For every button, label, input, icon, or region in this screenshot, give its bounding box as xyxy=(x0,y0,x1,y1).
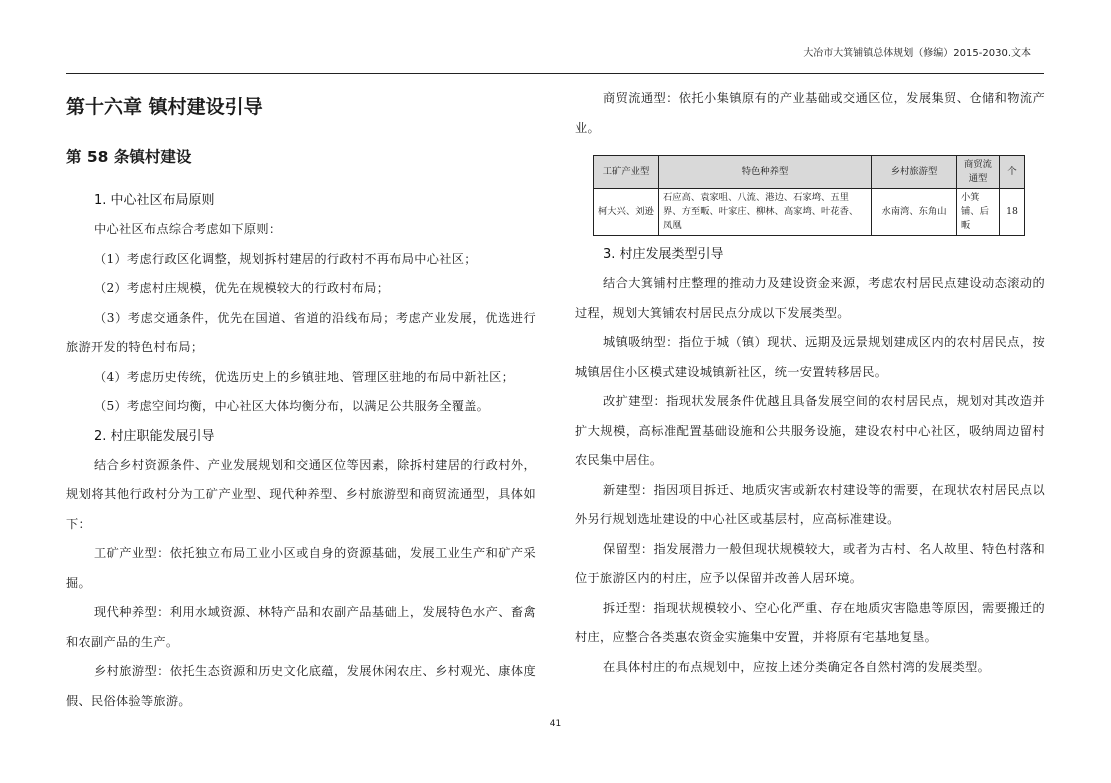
list-item: （2）考虑村庄规模，优先在规模较大的行政村布局； xyxy=(94,281,390,295)
section-heading-village-function: 2. 村庄职能发展引导 xyxy=(94,428,215,444)
left-column xyxy=(66,84,536,716)
table-cell: 柯大兴、刘逊 xyxy=(594,189,659,236)
list-item: （1）考虑行政区化调整，规划拆村建居的行政村不再布局中心社区； xyxy=(94,251,477,266)
paragraph: 结合大箕铺村庄整理的推动力及建设资金来源，考虑农村居民点建设动态滚动的过程，规划大箕铺农村居民点分成以下发展类型。 xyxy=(575,276,1045,320)
right-column xyxy=(575,84,1045,682)
section-heading-development-type: 3. 村庄发展类型引导 xyxy=(603,247,724,262)
paragraph: 工矿产业型：依托独立布局工业小区或自身的资源基础，发展工业生产和矿产采掘。 xyxy=(66,546,536,590)
section-heading-community-layout: 1. 中心社区布局原则 xyxy=(94,193,215,208)
paragraph: 商贸流通型：依托小集镇原有的产业基础或交通区位，发展集贸、仓储和物流产业。 xyxy=(575,91,1045,135)
paragraph: 保留型：指发展潜力一般但现状规模较大，或者为古村、名人故里、特色村落和位于旅游区内的村庄，应予以保留并改善人居环境。 xyxy=(575,541,1045,585)
paragraph: 在具体村庄的布点规划中，应按上述分类确定各自然村湾的发展类型。 xyxy=(603,659,991,674)
list-item: （4）考虑历史传统，优选历史上的乡镇驻地、管理区驻地的布局中新社区； xyxy=(94,369,515,384)
header-divider xyxy=(66,73,1044,74)
list-item: （3）考虑交通条件，优先在国道、省道的沿线布局；考虑产业发展，优选进行旅游开发的特色村布局； xyxy=(66,310,536,354)
article-title: 第 58 条镇村建设 xyxy=(66,148,192,166)
paragraph: 乡村旅游型：依托生态资源和历史文化底蕴，发展休闲农庄、乡村观光、康体度假、民俗体验等旅游。 xyxy=(66,664,536,708)
document-header-title: 大冶市大箕铺镇总体规划（修编）2015-2030.文本 xyxy=(803,48,1031,59)
paragraph: 现代种养型：利用水域资源、林特产品和农副产品基础上，发展特色水产、畜禽和农副产品的生产。 xyxy=(66,605,536,649)
table-header-cell: 个 xyxy=(1000,156,1025,189)
table-cell: 18 xyxy=(1000,189,1025,236)
table-header-cell: 工矿产业型 xyxy=(594,156,659,189)
paragraph: 结合乡村资源条件、产业发展规划和交通区位等因素，除拆村建居的行政村外，规划将其他行政村分为工矿产业型、现代种养型、乡村旅游型和商贸流通型，具体如下： xyxy=(66,457,536,531)
table-cell: 石应高、袁家咀、八流、港边、石家塆、五里界、方至畈、叶家庄、柳林、高家塆、叶花香、凤凰 xyxy=(659,189,872,236)
chapter-title: 第十六章 镇村建设引导 xyxy=(66,96,263,118)
paragraph: 城镇吸纳型：指位于城（镇）现状、远期及远景规划建成区内的农村居民点，按城镇居住小区模式建设城镇新社区，统一安置转移居民。 xyxy=(575,335,1045,379)
paragraph: 新建型：指因项目拆迁、地质灾害或新农村建设等的需要，在现状农村居民点以外另行规划选址建设的中心社区或基层村，应高标准建设。 xyxy=(575,482,1045,526)
table-cell: 水南湾、东角山 xyxy=(872,189,957,236)
page-number: 41 xyxy=(549,719,562,729)
table-header-cell: 商贸流通型 xyxy=(957,156,1000,189)
table-header-cell: 乡村旅游型 xyxy=(872,156,957,189)
table-header-cell: 特色种养型 xyxy=(659,156,872,189)
paragraph: 改扩建型：指现状发展条件优越且具备发展空间的农村居民点，规划对其改造并扩大规模，高标准配置基础设施和公共服务设施，建设农村中心社区，吸纳周边留村农民集中居住。 xyxy=(575,394,1045,467)
table-row xyxy=(594,189,1025,236)
table-cell: 小箕铺、后畈 xyxy=(957,189,1000,236)
table-header-row xyxy=(594,156,1025,189)
paragraph: 中心社区布点综合考虑如下原则： xyxy=(94,222,282,236)
paragraph: 拆迁型：指现状规模较小、空心化严重、存在地质灾害隐患等原因，需要搬迁的村庄，应整合各类惠农资金实施集中安置，并将原有宅基地复垦。 xyxy=(575,600,1045,644)
village-type-table xyxy=(593,155,1025,236)
list-item: （5）考虑空间均衡，中心社区大体均衡分布，以满足公共服务全覆盖。 xyxy=(94,399,490,413)
